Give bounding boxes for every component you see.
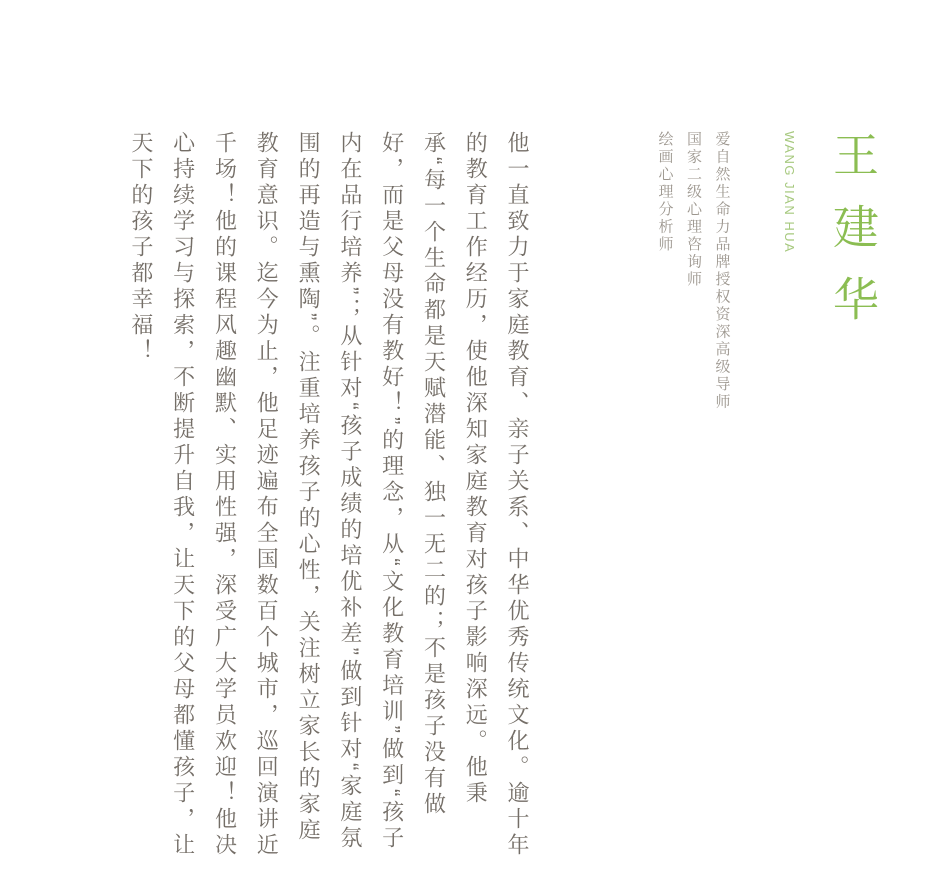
profile-name-romanized: WANG JIAN HUA (782, 131, 798, 254)
bio-paragraph: 他一直致力于家庭教育、亲子关系、中华优秀传统文化。逾十年的教育工作经历，使他深知家庭教育对孩子影响深远。他秉承“每一个生命都是天赋潜能、独一无二的；不是孩子没有做好，而是父母没有教好！”的理念，从“文化教育培训”做到“孩子内在品行培养”；从针对“孩子成绩的培优补差”做到针对“家庭氛围的再造与熏陶”。注重培养孩子的心性，关注树立家长的家庭教育意识。迄今为止，他足迹遍布全国数百个城市，巡回演讲近千场！他的课程风趣幽默、实用性强，深受广大学员欢迎！他决心持续学习与探索，不断提升自我，让天下的父母都懂孩子，让天下的孩子都幸福！ (128, 131, 531, 859)
credential-item-brand-mentor: 爱自然生命力品牌授权资深高级导师 (713, 131, 731, 411)
vertical-content (120, 131, 881, 859)
credential-item-psych-counselor: 国家二级心理咨询师 (685, 131, 703, 289)
credentials-list (650, 131, 736, 859)
profile-name: 王建华 (827, 131, 878, 347)
credential-item-art-analyst: 绘画心理分析师 (656, 131, 674, 254)
